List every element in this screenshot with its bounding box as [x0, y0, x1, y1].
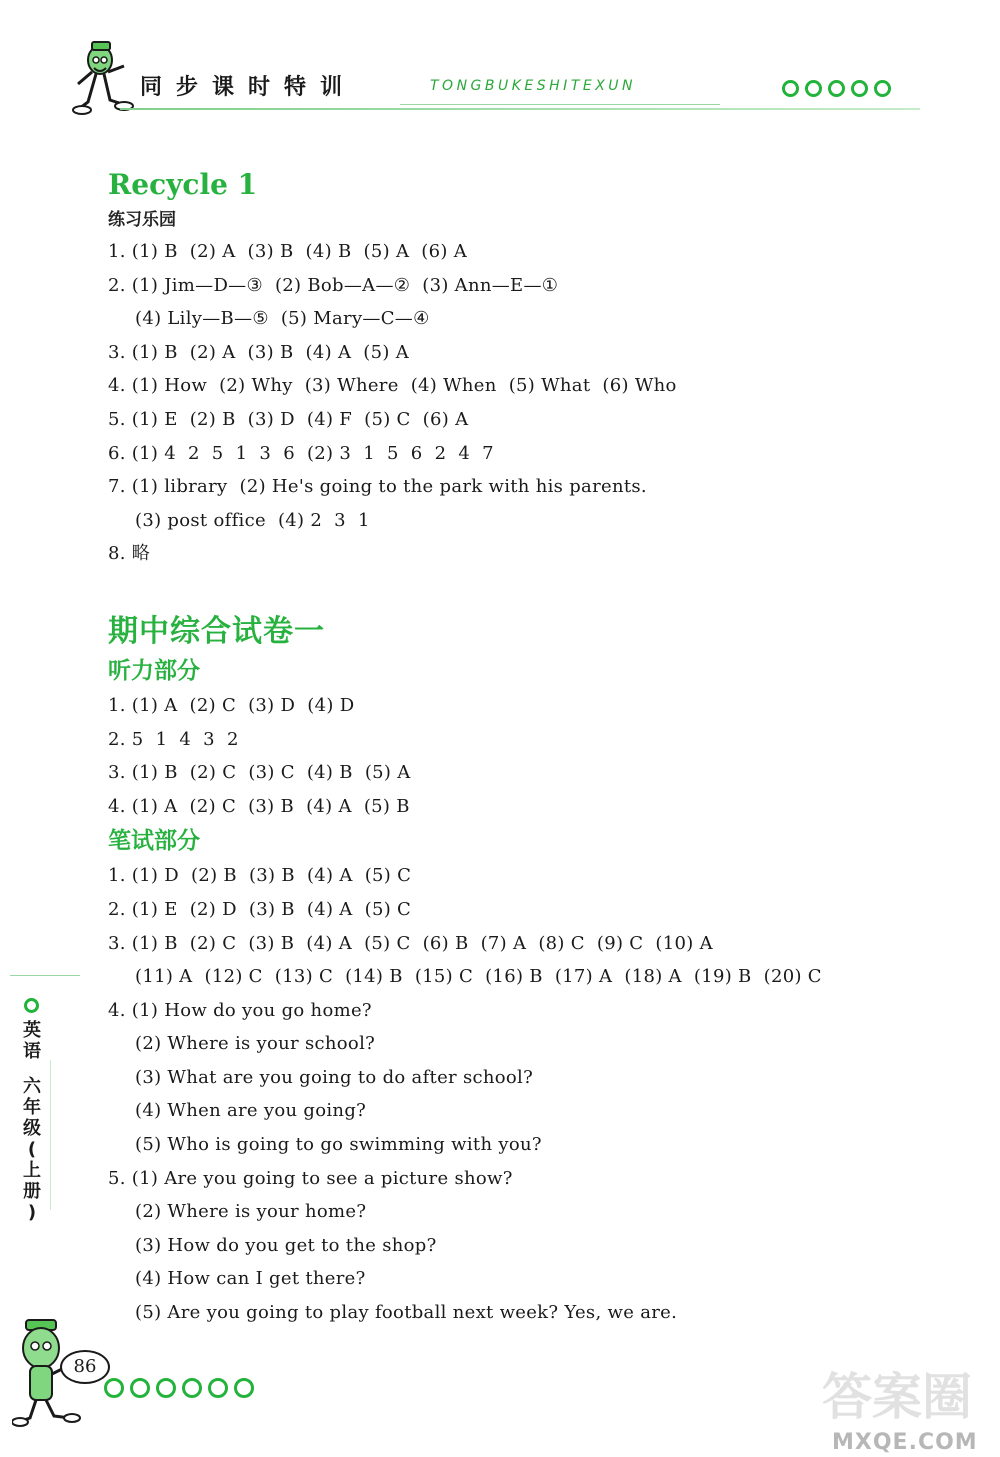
answer-lines	[108, 235, 928, 571]
circle-icon	[874, 80, 891, 97]
sidebar-vertical-line	[50, 1060, 51, 1210]
answer-lines	[108, 859, 928, 1329]
answer-line: (11) A (12) C (13) C (14) B (15) C (16) B (17) A (18) A (19) B (20) C	[135, 966, 822, 988]
sidebar-grade: 六 年 级 ( 上 册 )	[23, 1076, 41, 1223]
answer-line: (5) Are you going to play football next week? Yes, we are.	[135, 1302, 678, 1324]
circle-icon	[234, 1378, 254, 1398]
circle-icon	[182, 1378, 202, 1398]
exam-title: 期中综合试卷一	[108, 613, 325, 649]
written-title: 笔试部分	[108, 828, 200, 855]
circle-icon	[156, 1378, 176, 1398]
page-header	[0, 0, 1000, 140]
header-dots	[782, 80, 891, 97]
answer-lines	[108, 689, 928, 823]
circle-icon	[208, 1378, 228, 1398]
answer-line: 1. (1) B (2) A (3) B (4) B (5) A (6) A	[108, 241, 468, 262]
answer-line: (5) Who is going to go swimming with you?	[135, 1134, 542, 1156]
answer-line: (4) How can I get there?	[135, 1268, 366, 1290]
circle-icon	[782, 80, 799, 97]
answer-line: 5. (1) Are you going to see a picture show?	[108, 1167, 513, 1189]
answer-line: (2) Where is your school?	[135, 1033, 376, 1055]
answer-line: 7. (1) library (2) He's going to the park with his parents.	[108, 476, 647, 498]
answer-line: (4) Lily—B—⑤ (5) Mary—C—④	[135, 308, 430, 330]
answer-line: 6. (1) 4 2 5 1 3 6 (2) 3 1 5 6 2 4 7	[108, 442, 494, 464]
answer-line: 3. (1) B (2) C (3) C (4) B (5) A	[108, 762, 411, 784]
recycle-section	[108, 165, 928, 571]
header-title: 同步课时特训	[140, 75, 357, 100]
section-subtitle: 练习乐园	[108, 210, 176, 230]
exam-section	[108, 611, 928, 1330]
answer-line: 2. (1) E (2) D (3) B (4) A (5) C	[108, 898, 412, 920]
header-pinyin: TONGBUKESHITEXUN	[430, 78, 637, 94]
answer-line: 4. (1) How (2) Why (3) Where (4) When (5) What (6) Who	[108, 375, 677, 397]
answer-line: 1. (1) D (2) B (3) B (4) A (5) C	[108, 865, 412, 887]
answer-line: 3. (1) B (2) A (3) B (4) A (5) A	[108, 341, 410, 363]
answer-line: 5. (1) E (2) B (3) D (4) F (5) C (6) A	[108, 408, 469, 430]
circle-icon	[851, 80, 868, 97]
answer-line: 3. (1) B (2) C (3) B (4) A (5) C (6) B (7) A (8) C (9) C (10) A	[108, 932, 713, 954]
answer-line: (2) Where is your home?	[135, 1201, 367, 1223]
circle-icon	[805, 80, 822, 97]
watermark-logo-text: 答案圈	[822, 1368, 972, 1426]
answer-line: 4. (1) A (2) C (3) B (4) A (5) B	[108, 795, 410, 817]
watermark-text: MXQE.COM	[832, 1430, 978, 1455]
page-number: 86	[60, 1350, 110, 1384]
answer-line: 1. (1) A (2) C (3) D (4) D	[108, 694, 355, 716]
circle-icon	[104, 1378, 124, 1398]
answer-line: 8. 略	[108, 543, 151, 565]
circle-icon	[24, 998, 39, 1013]
mascot-icon	[70, 38, 136, 116]
circle-icon	[130, 1378, 150, 1398]
sidebar-subject: 英 语	[23, 1020, 41, 1062]
answer-line: 2. (1) Jim—D—③ (2) Bob—A—② (3) Ann—E—①	[108, 274, 559, 296]
header-divider	[120, 108, 920, 110]
answer-content	[108, 165, 928, 1330]
answer-line: (3) What are you going to do after school?	[135, 1066, 534, 1088]
answer-line: 4. (1) How do you go home?	[108, 999, 372, 1021]
sidebar-divider	[10, 975, 80, 976]
section-title: Recycle 1	[108, 168, 258, 201]
footer-dots	[104, 1378, 254, 1398]
answer-line: (3) How do you get to the shop?	[135, 1234, 437, 1256]
sidebar-label	[20, 1020, 44, 1223]
header-divider-top	[400, 104, 720, 105]
answer-line: 2. 5 1 4 3 2	[108, 728, 239, 750]
answer-line: (4) When are you going?	[135, 1100, 367, 1122]
answer-line: (3) post office (4) 2 3 1	[135, 509, 370, 531]
watermark-logo-icon	[816, 1360, 986, 1430]
listening-title: 听力部分	[108, 657, 200, 684]
circle-icon	[828, 80, 845, 97]
